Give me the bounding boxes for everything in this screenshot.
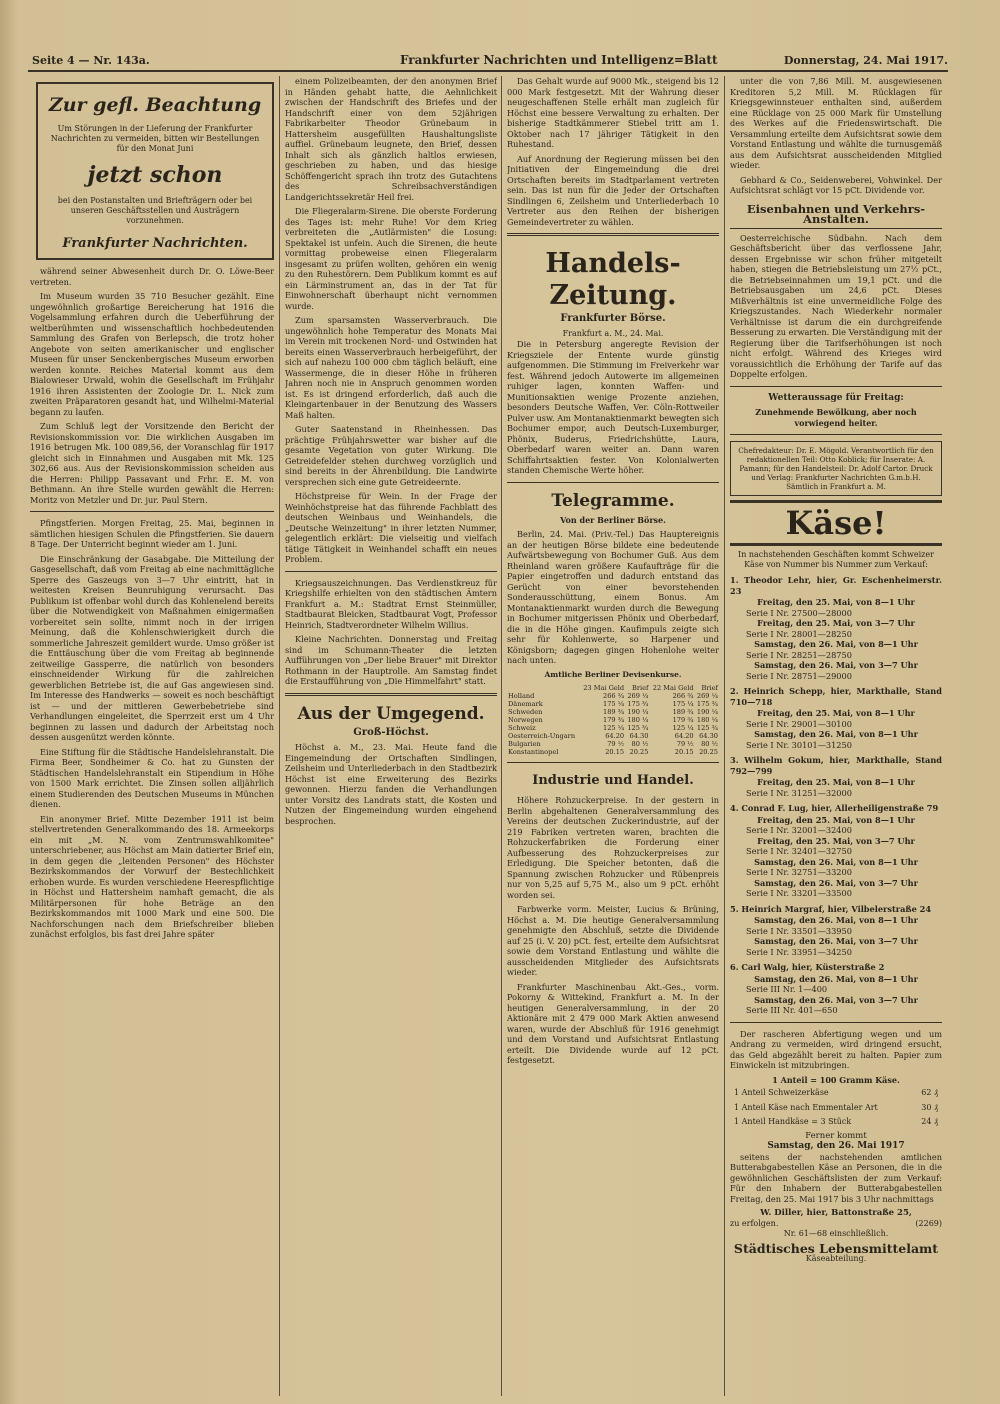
header-left: Seite 4 — Nr. 143a. bbox=[32, 54, 150, 67]
article-paragraph: Die in Petersburg angeregte Revision der Kriegsziele der Entente wurde günstig aufgenommen. Die Stimmung im Freiverkehr war fest. Während jedoch Autowerte im allgemeinen ruhiger lagen, konnten Waffen- und Munitionsaktien wenige Prozente anziehen, besonders Deutsche Waffen, Ver. Cöln-Rottweiler Pulver usw. Am Montanaktienmarkt bewegten sich Bochumer empor, auch Deutsch-Luxemburger, Phönix, Buderus, Friedrichshütte, Laura, Oberbedarf waren weiter an. Dann waren Schiffahrtsaktien fester. Von Kolonialwerten standen Chemische Werte höher. bbox=[507, 339, 719, 475]
article-paragraph: Frankfurter Maschinenbau Akt.-Ges., vorm. Pokorny & Wittekind, Frankfurt a. M. In der heutigen Generalversammlung, in der 20 Aktionäre mit 2 479 000 Mark Aktien anwesend waren, wurde der Abschluß für 1916 genehmigt und dem Vorstand und Aufsichtsrat Entlastung erteilt. Die Dividende wurde auf 12 pCt. festgesetzt. bbox=[507, 981, 719, 1065]
shop-name: 6. Carl Walg, hier, Küsterstraße 2 bbox=[730, 962, 885, 972]
article-paragraph: Höhere Rohzuckerpreise. In der gestern in Berlin abgehaltenen Generalversammlung des Vereins der deutschen Zuckerindustrie, auf der 219 Fabriken vertreten waren, brachten die Rohzuckerfabriken die Forderung einer Aufbesserung des Rohzuckerpreises zur Erledigung. Die Speicher betonten, daß die Spannung zwischen Rohzucker und Rübenpreis nur von 5,25 auf 5,75 M., also um 9 pCt. erhöht worden sei. bbox=[507, 795, 719, 900]
table-row: Schweiz 125 ¼ 125 ¾ 125 ¼ 125 ¾ bbox=[508, 724, 718, 732]
article-paragraph: Die Einschränkung der Gasabgabe. Die Mitteilung der Gasgesellschaft, daß vom Freitag ab eine nachmittägliche Sperre des Gaszeugs von 3—7 Uhr eintritt, hat in weitesten Kreisen Beunruhigung verursacht. Das Publikum ist offenbar wohl durch das Kohlenelend bereits über die Notwendigkeit von Maßnahmen einigermaßen vorbereitet sein sollte, nimmt noch in der irrigen Meinung, daß die Kohlenschwierigkeit durch die sommerliche Jahreszeit gemildert wurde. Umso größer ist die Enttäuschung über die vom Freitag ab beginnende zeitweilige Gassperre, die natürlich von besonders einschneidender Wirkung für die zahlreichen gewerblichen Betriebe ist, die auf Gas angewiesen sind. Im Interesse des Handwerks — soweit es noch beschäftigt ist — und der mittleren Gewerbebetriebe sind Verhandlungen eingeleitet, die Sperrzeit erst um 4 Uhr beginnen zu lassen und dadurch der Arbeitstag noch dessen ausgenützt werden könnte. bbox=[30, 553, 274, 742]
article-paragraph: Berlin, 24. Mai. (Priv.-Tel.) Das Hauptereignis an der heutigen Börse bildete eine bedeutende Aufwärtsbewegung von Bochumer Guß. Aus dem Rheinland waren größere Kaufaufträge für die Papier eingetroffen und dadurch entstand das Gerücht von einer bevorstehenden Sonderausschüttung, einem Bonus. Am Montanaktienmarkt wurden durch die Bewegung in Bochumer mitgerissen Phönix und Oberbedarf, die in die Höhe gingen. Kaufimpuls zeigte sich sehr für Kohlenwerte, so Harpener und Königsborn; dagegen gingen Hohenlohe weiter nach unten. bbox=[507, 529, 719, 665]
kaese-intro: In nachstehenden Geschäften kommt Schweizer Käse von Nummer bis Nummer zum Verkauf: bbox=[738, 550, 934, 569]
article-paragraph: Das Gehalt wurde auf 9000 Mk., steigend bis 12 000 Mark festgesetzt. Mit der Wahrung dieser neugeschaffenen Stelle erhält man zugleich für Höchst eine bessere Verwaltung zu erhalten. Der bisherige Stadtkämmerer Stiebel tritt am 1. Oktober nach 17 jähriger Tätigkeit in den Ruhestand. bbox=[507, 76, 719, 149]
sale-slot bbox=[746, 729, 942, 750]
ferner-text: seitens der nachstehenden amtlichen Butterabgabestellen Käse an Personen, die in die gewöhnlichen Geschäftslisten der zum Verkauf: Für den Inhabern der Butterabgabestellen Freitag, den 25. Mai 1917 bis 3 Uhr nachmittags bbox=[730, 1151, 942, 1204]
sale-slot-serie: Serie I Nr. 32751—33200 bbox=[746, 867, 852, 877]
sale-slot-serie: Serie I Nr. 28001—28250 bbox=[746, 628, 852, 639]
devisen-table bbox=[507, 684, 719, 756]
article-paragraph: Höchst a. M., 23. Mai. Heute fand die Eingemeindung der Ortschaften Sindlingen, Zeilsheim und Unterliederbach in den Stadtbezirk Höchst ist eine Erweiterung des Bezirks gewonnen. Hierzu fanden die Verhandlungen unter Vorsitz des Landrats statt, die Kosten und Nutzen der Eingemeindung wurden eingehend besprochen. bbox=[285, 742, 497, 826]
sale-slot bbox=[746, 836, 942, 857]
shop-name: 1. Theodor Lehr, hier, Gr. Eschenheimerstr. 23 bbox=[730, 575, 942, 596]
sale-slot-day: Samstag, den 26. Mai, von 3—7 Uhr bbox=[754, 936, 918, 946]
sale-slot-serie: Serie I Nr. 28251—28750 bbox=[746, 649, 852, 660]
sale-slot bbox=[746, 995, 942, 1016]
notice-signature: Frankfurter Nachrichten. bbox=[62, 236, 248, 251]
sale-slot-serie: Serie I Nr. 33951—34250 bbox=[746, 946, 852, 957]
subheading-berliner-boerse: Von der Berliner Börse. bbox=[560, 514, 666, 525]
sale-slot-day: Freitag, den 25. Mai, von 8—1 Uhr bbox=[757, 814, 915, 825]
article-paragraph: einem Polizeibeamten, der den anonymen Brief in Händen gehabt hatte, die Aehnlichkeit zwischen der Handschrift des Briefes und der Handschrift einer von dem 52jährigen Fabrikarbeiter Theodor Grünebaum in Hattersheim ausgefüllten Haushaltungsliste auffiel. Grünebaum leugnete, den Brief, dessen Inhalt sich als gänzlich haltlos erwiesen, geschrieben zu haben, und das hiesige Schöffengericht sprach ihn trotz des Gutachtens des Schreibsachverständigen Landgerichtssekretär Heil frei. bbox=[285, 76, 497, 202]
ferner-numbers: Nr. 61—68 einschließlich. bbox=[783, 1229, 889, 1238]
article-paragraph: Farbwerke vorm. Meister, Lucius & Brüning, Höchst a. M. Die heutige Generalversammlung genehmigte den Abschluß, setzte die Dividende auf 25 (i. V. 20) pCt. fest, erteilte dem Aufsichtsrat sowie dem Vorstand Entlastung und wählte die ausscheidenden Mitglieder des Aufsichtsrats wieder. bbox=[507, 904, 719, 977]
shop-name: 2. Heinrich Schepp, hier, Markthalle, Stand 710—718 bbox=[730, 686, 942, 707]
column-1 bbox=[30, 76, 274, 1396]
boerse-dateline: Frankfurt a. M., 24. Mai. bbox=[562, 328, 664, 338]
header-date: Donnerstag, 24. Mai 1917. bbox=[783, 54, 948, 67]
section-heading-umgegend: Aus der Umgegend. bbox=[297, 703, 485, 724]
sale-slot bbox=[746, 639, 942, 660]
page-header bbox=[28, 52, 948, 72]
sale-slot-serie: Serie I Nr. 33501—33950 bbox=[746, 925, 852, 936]
section-heading-industrie: Industrie und Handel. bbox=[532, 773, 694, 788]
column-4 bbox=[730, 76, 942, 1396]
diller-address: W. Diller, hier, Battonstraße 25, bbox=[760, 1208, 912, 1218]
article-paragraph: Die Fliegeralarm-Sirene. Die oberste Forderung des Tages ist: mehr Ruhe! Vor dem Krieg verbreiteten die „Autlärmisten" die Losung: Spektakel ist unfein. Auch die Sirenen, die heute vormittag probeweise einen Fliegeralarm insgesamt zu prüfen wollten, gehören ein wenig zu den Ruhestörern. Dem Publikum kommt es auf ein Lärminstrument an, das in der Tat für Einwohnerschaft überhaupt nicht vernommen wurde. bbox=[285, 206, 497, 311]
sale-slot-serie: Serie I Nr. 28751—29000 bbox=[746, 670, 852, 681]
notice-title: Zur gefl. Beachtung bbox=[48, 94, 262, 116]
shop-name: 4. Conrad F. Lug, hier, Allerheiligenstraße 79 bbox=[730, 803, 939, 813]
kaeseabteilung: Käseabteilung. bbox=[805, 1254, 867, 1263]
sale-slot bbox=[746, 708, 942, 729]
sale-slot-day: Freitag, den 25. Mai, von 3—7 Uhr bbox=[757, 835, 915, 846]
sale-slot-serie: Serie I Nr. 29001—30100 bbox=[746, 718, 852, 729]
sale-slot bbox=[746, 777, 942, 798]
subheading-frankfurter-boerse: Frankfurter Börse. bbox=[560, 313, 666, 324]
header-masthead: Frankfurter Nachrichten und Intelligenz=Blatt bbox=[400, 53, 718, 67]
kaese-note: Der rascheren Abfertigung wegen und um Andrang zu vermeiden, wird dringend ersucht, das Geld abgezählt bereit zu halten. Papier zum Einwickeln ist mitzubringen. bbox=[730, 1028, 942, 1070]
table-row: Norwegen 179 ¾ 180 ¼ 179 ¾ 180 ¼ bbox=[508, 716, 718, 724]
table-row: Schweden 189 ¾ 190 ¼ 189 ¾ 190 ¼ bbox=[508, 708, 718, 716]
article-paragraph: Kleine Nachrichten. Donnerstag und Freitag sind im Schumann-Theater die letzten Aufführungen von „Der liebe Brauer" mit Direktor Rothmann in der Hauptrolle. Am Samstag findet die Erstaufführung von „Die Himmelfahrt" statt. bbox=[285, 634, 497, 686]
sale-slot-day: Freitag, den 25. Mai, von 8—1 Uhr bbox=[757, 597, 915, 607]
article-paragraph: Zum sparsamsten Wasserverbrauch. Die ungewöhnlich hohe Temperatur des Monats Mai im Verein mit trockenen Nord- und Ostwinden hat bereits einen Wasserverbrauch herbeigeführt, der sich auf nahezu 100 000 cbm täglich beläuft, eine Wassermenge, die in dieser Höhe in früheren Jahren noch nie in Anspruch genommen worden ist. Es ist dringend erforderlich, daß auch die Kleingartenbauer in der Benutzung des Wassers Maß halten. bbox=[285, 315, 497, 420]
sale-slot bbox=[746, 815, 942, 836]
sale-slot bbox=[746, 660, 942, 681]
sale-slot-serie: Serie I Nr. 32401—32750 bbox=[746, 846, 852, 856]
price-row: 1 Anteil Käse nach Emmentaler Art 30 ₰ bbox=[734, 1102, 938, 1112]
notice-emphasis: jetzt schon bbox=[87, 162, 223, 188]
sale-slot-serie: Serie I Nr. 32001—32400 bbox=[746, 825, 852, 835]
table-row: Konstantinopel 20.15 20.25 20.15 20.25 bbox=[508, 748, 718, 756]
shop-name: 5. Heinrich Margraf, hier, Vilbelerstraße 24 bbox=[730, 903, 932, 914]
sale-slot-day: Samstag, den 26. Mai, von 8—1 Uhr bbox=[754, 973, 918, 984]
sale-slot-day: Samstag, den 26. Mai, von 3—7 Uhr bbox=[754, 877, 918, 888]
sale-slot-day: Samstag, den 26. Mai, von 8—1 Uhr bbox=[754, 729, 918, 739]
sale-slot-serie: Serie I Nr. 27500—28000 bbox=[746, 607, 852, 618]
lebensmittelamt: Städtisches Lebensmittelamt bbox=[733, 1240, 939, 1256]
sale-slot-serie: Serie I Nr. 31251—32000 bbox=[746, 787, 852, 798]
article-paragraph: Pfingstferien. Morgen Freitag, 25. Mai, beginnen in sämtlichen hiesigen Schulen die Pfingstferien. Sie dauern 8 Tage. Der Unterricht beginnt wieder am 1. Juni. bbox=[30, 518, 274, 549]
article-paragraph: Im Museum wurden 35 710 Besucher gezählt. Eine ungewöhnlich großartige Bereicherung hat 1916 die Vogelsammlung erfahren durch die Ueberführung der weltberühmten und wissenschaftlich hochbedeutenden Sammlung des Grafen von Berlepsch, die trotz hoher Angebote von seiten amerikanischer und englischer Museen für unser Senckenbergisches Museum erworben werden konnte. Reiches Material kommt aus dem Bialowieser Urwald, wohin die Gesellschaft im Frühjahr 1916 ihren Assistenten der Zoologie Dr. L. Nick zum zweiten Präparatoren gesandt hat, und Wilhelmi-Material begann zu laufen. bbox=[30, 291, 274, 417]
erfolgen-text: zu erfolgen. (2269) bbox=[730, 1218, 942, 1228]
sale-slot bbox=[746, 878, 942, 899]
sale-slot bbox=[746, 857, 942, 878]
sale-slot bbox=[746, 618, 942, 639]
table-row: Bulgarien 79 ½ 80 ½ 79 ½ 80 ½ bbox=[508, 740, 718, 748]
kaese-shop-list bbox=[730, 575, 942, 1016]
table-row: Holland 266 ¾ 269 ¼ 266 ¾ 269 ¼ bbox=[508, 692, 718, 700]
section-heading-telegramme: Telegramme. bbox=[551, 490, 675, 511]
price-row: 1 Anteil Handkäse = 3 Stück 24 ₰ bbox=[734, 1117, 938, 1126]
sale-slot-day: Samstag, den 26. Mai, von 8—1 Uhr bbox=[754, 915, 918, 925]
sale-slot-day: Samstag, den 26. Mai, von 8—1 Uhr bbox=[754, 856, 918, 867]
sale-slot-serie: Serie I Nr. 30101—31250 bbox=[746, 739, 852, 750]
sale-slot-day: Samstag, den 26. Mai, von 8—1 Uhr bbox=[754, 639, 918, 649]
shop-name: 3. Wilhelm Gokum, hier, Markthalle, Stand 792—799 bbox=[730, 755, 942, 776]
article-paragraph: während seiner Abwesenheit durch Dr. O. Löwe-Beer vertreten. bbox=[30, 266, 274, 287]
price-row: 1 Anteil Schweizerkäse 62 ₰ bbox=[734, 1088, 938, 1097]
table-header-row: 23 Mai Geld Brief 22 Mai Geld Brief bbox=[583, 684, 718, 692]
table-row: Oesterreich-Ungarn 64.20 64.30 64.20 64.30 bbox=[508, 732, 718, 740]
article-paragraph: Oesterreichische Südbahn. Nach dem Geschäftsbericht über das verflossene Jahr, dessen Ergebnisse wir schon früher mitgeteilt haben, stiegen die Betriebsleistung um 27½ pCt., die Betriebseinnahmen um 19,1 pCt. und die Betriebsausgaben um 24,6 pCt. Dieses Mißverhältnis ist eine unvermeidliche Folge des Kriegszustandes. Nach Wiederkehr normaler Verhältnisse ist darum die ein durchgreifende Besserung zu erwarten. Die Verständigung mit der Regierung über die Tarifserhöhungen ist noch nicht erfolgt. Während des Krieges wird voraussichtlich die Erhöhung der Tarife auf das Doppelte erfolgen. bbox=[730, 232, 942, 379]
sale-slot-day: Samstag, den 26. Mai, von 3—7 Uhr bbox=[754, 660, 918, 670]
sale-slot bbox=[746, 915, 942, 936]
section-heading-eisenbahnen: Eisenbahnen und Verkehrs-Anstalten. bbox=[730, 204, 942, 229]
article-paragraph: Gebhard & Co., Seidenweberei, Vohwinkel. Der Aufsichtsrat schlägt vor 15 pCt. Dividende vor. bbox=[730, 174, 942, 195]
sale-slot-serie: Serie I Nr. 33201—33500 bbox=[746, 888, 852, 898]
article-paragraph: Kriegsauszeichnungen. Das Verdienstkreuz für Kriegshilfe erhielten von den städtischen Ämtern Frankfurt a. M.: Stadtrat Ernst Steinmüller, Stadtbaurat Bleicken, Stadtbaurat Vogt, Professor Heinrich, Stadtverordneter Wilhelm Willius. bbox=[285, 577, 497, 630]
article-paragraph: Eine Stiftung für die Städtische Handelslehranstalt. Die Firma Beer, Sondheimer & Co. hat zu Gunsten der Städtischen Handelslehranstalt ein Stipendium in Höhe von 1500 Mark errichtet. Die Zinsen sollen alljährlich einem Studierenden des Deutschen Museums in München dienen. bbox=[30, 746, 274, 809]
sale-slot-day: Freitag, den 25. Mai, von 3—7 Uhr bbox=[757, 618, 915, 628]
article-paragraph: unter die von 7,86 Mill. M. ausgewiesenen Kreditoren 5,2 Mill. M. Rücklagen für Kriegsgewinnsteuer enthalten sind, außerdem eine Rücklage von 25 000 Mark für Umstellung des Werkes auf die Friedenswirtschaft. Die Versammlung erteilte dem Aufsichtsrat sowie dem Vorstand Entlastung und wählte die turnusgemäß aus dem Aufsichtsrat ausscheidenden Mitglied wieder. bbox=[730, 76, 942, 170]
article-paragraph: Ein anonymer Brief. Mitte Dezember 1911 ist beim stellvertretenden Generalkommando des 18. Armeekorps ein mit „M. N. vom Zentrumswahlkomitee" unterschriebener, aus Höchst am Main datierter Brief ein, in dem gegen die „leitenden Personen" des Höchster Bezirkskommandos der Vorwurf der Bestechlichkeit erhoben wurde. Es wurden verschiedene Heerespflichtige in Höchst und Hattersheim namhaft gemacht, die als Militärpersonen für hohe Beträge an den Bezirkskommandos mit 1000 Mark und eine 500. Die Nachforschungen nach dem Briefschreiber blieben zunächst erfolglos, bis fast drei Jahre später bbox=[30, 813, 274, 939]
sale-slot-day: Freitag, den 25. Mai, von 8—1 Uhr bbox=[757, 777, 915, 787]
sale-slot-serie: Serie III Nr. 401—650 bbox=[746, 1005, 838, 1015]
subscription-notice bbox=[36, 82, 274, 260]
ferner-day: Samstag, den 26. Mai 1917 bbox=[767, 1141, 905, 1151]
sale-slot bbox=[746, 936, 942, 957]
sale-slot-day: Samstag, den 26. Mai, von 3—7 Uhr bbox=[754, 994, 918, 1005]
weather-heading: Wetteraussage für Freitag: bbox=[768, 392, 904, 403]
sale-slot bbox=[746, 974, 942, 995]
article-paragraph: Auf Anordnung der Regierung müssen bei den Jnitiativen der Eingemeindung die drei Ortschaften bereits im Stadtparlament vertreten sein. Das ist nun für die Jeder der Ortschaften Sindlingen 6, Zeilsheim und Unterliederbach 10 Vertreter aus den Reihen der bisherigen Gemeindevertreter zu wählen. bbox=[507, 153, 719, 227]
table-row: Dänemark 175 ¼ 175 ¾ 175 ¼ 175 ¾ bbox=[508, 700, 718, 708]
column-3 bbox=[507, 76, 719, 1396]
sale-slot-day: Freitag, den 25. Mai, von 8—1 Uhr bbox=[757, 708, 915, 718]
impressum: Chefredakteur: Dr. E. Mögold. Verantwortlich für den redaktionellen Teil: Otto Koblick; für Inserate: A. Pamann; für den Handelsteil: Dr. Adolf Cartor. Druck und Verlag: Frankfurter Nachrichten G.m.b.H. Sämtlich in Frankfurt a. M. bbox=[730, 441, 942, 496]
sale-slot bbox=[746, 597, 942, 618]
article-paragraph: Guter Saatenstand in Rheinhessen. Das prächtige Frühjahrswetter war bisher auf die gesamte Vegetation von guter Wirkung. Die Getreidefelder stehen durchweg vorzüglich und sind bereits in der Ährenbildung. Die Landwirte versprechen sich eine gute Getreideernte. bbox=[285, 424, 497, 487]
kaese-ad-heading: Käse! bbox=[730, 500, 942, 546]
ferner-label: Ferner kommt bbox=[805, 1130, 867, 1141]
notice-text-2: bei den Postanstalten und Briefträgern oder bei unseren Geschäftsstellen und Austrägern vorzunehmen. bbox=[57, 196, 253, 225]
notice-text-1: Um Störungen in der Lieferung der Frankfurter Nachrichten zu vermeiden, bitten wir Bestellungen für den Monat Juni bbox=[50, 124, 260, 153]
section-heading-handels-zeitung: Handels-Zeitung. bbox=[545, 248, 681, 311]
subheading-gross-hoechst: Groß-Höchst. bbox=[353, 726, 429, 738]
article-paragraph: Zum Schluß legt der Vorsitzende den Bericht der Revisionskommission vor. Die wirklichen Ausgaben im 1916 betrugen Mk. 100 089,56, der Voranschlag für 1917 gleicht sich in Einnahmen und Ausgaben mit Mk. 125 302,66 aus. Aus der Revisionskommission scheiden aus die Herren: Philipp Passavant und Frhr. E. M. von Bethmann. An ihre Stelle wurden gewählt die Herren: Moritz von Metzler und Dr. jur. Paul Stern. bbox=[30, 421, 274, 505]
article-paragraph: Höchstpreise für Wein. In der Frage der Weinhöchstpreise hat das führende Fachblatt des deutschen Weinbaus und Weinhandels, die „Deutsche Weinzeitung" in ihrer letzten Nummer, gelegentlich erklärt: Die vielseitig und vielfach tätige Tätigkeit in Weinhandel schafft ein neues Problem. bbox=[285, 491, 497, 564]
anteil-definition: 1 Anteil = 100 Gramm Käse. bbox=[772, 1074, 900, 1085]
price-list bbox=[730, 1085, 942, 1131]
weather-forecast: Zunehmende Bewölkung, aber noch vorwiegend heiter. bbox=[755, 407, 917, 428]
devisen-table-title: Amtliche Berliner Devisenkurse. bbox=[544, 669, 682, 679]
sale-slot-serie: Serie III Nr. 1—400 bbox=[746, 984, 828, 994]
column-2 bbox=[285, 76, 497, 1396]
